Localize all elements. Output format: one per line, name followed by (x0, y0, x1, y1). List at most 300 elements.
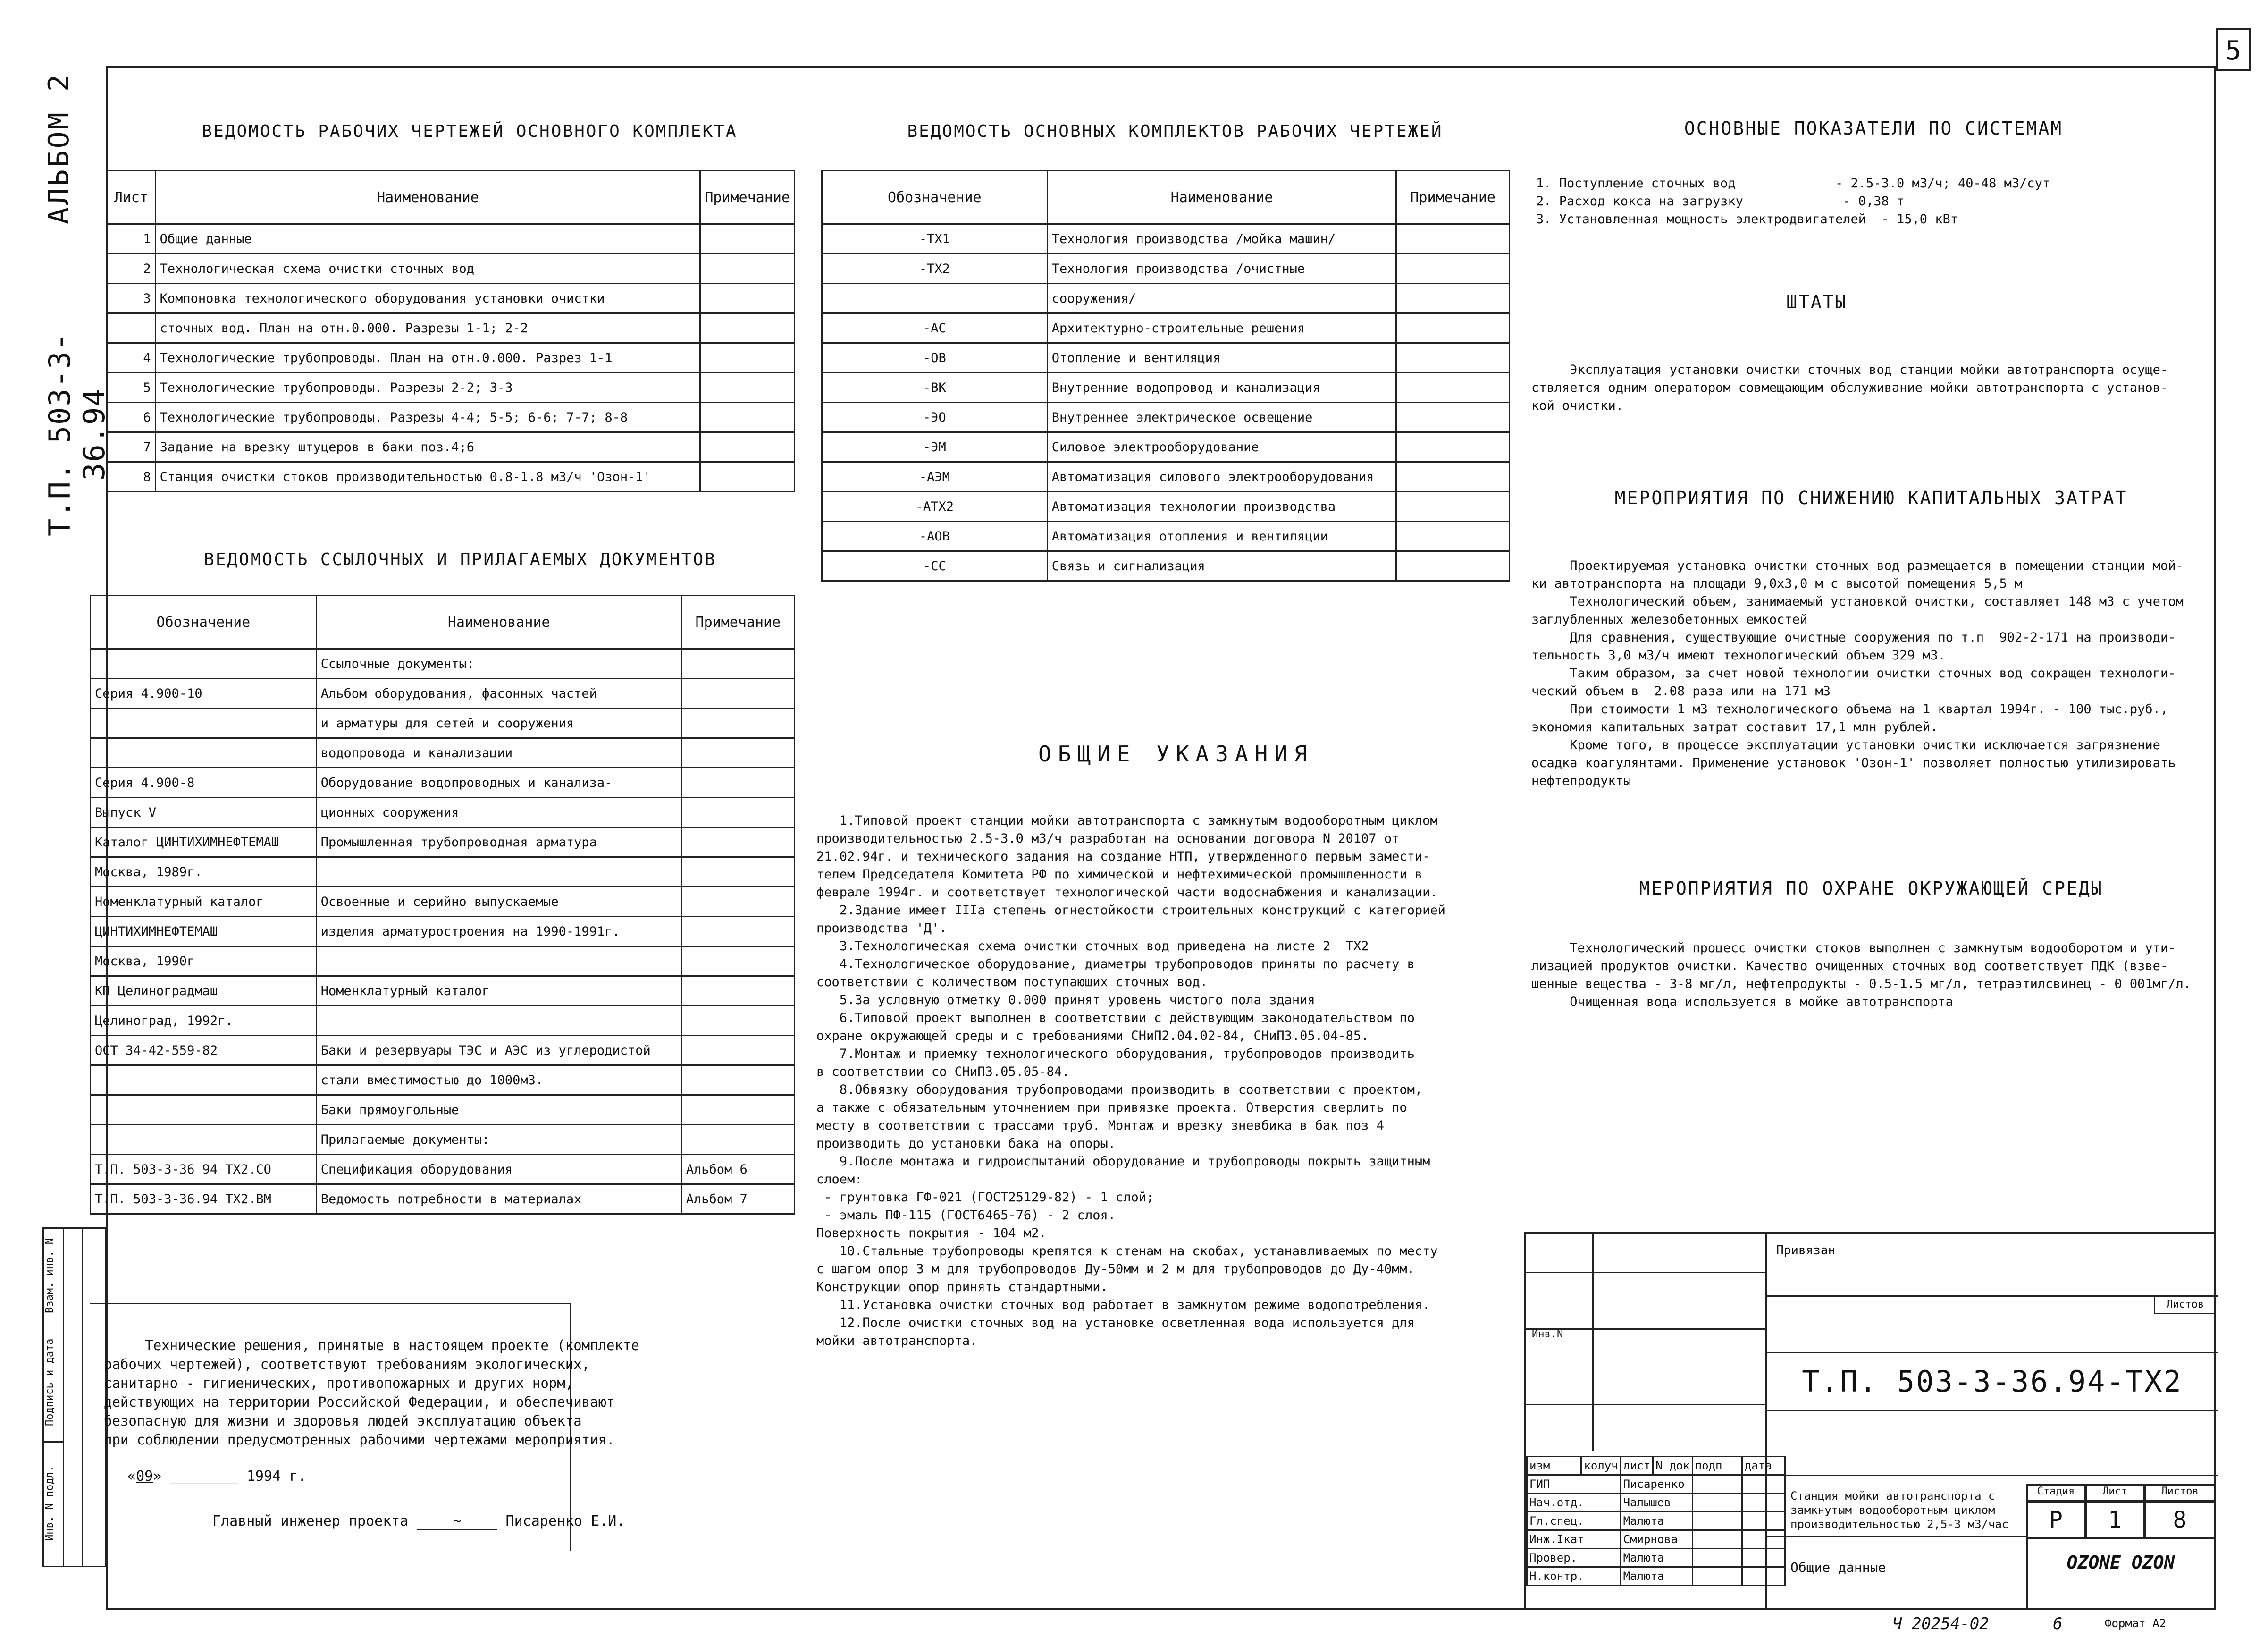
signature-row (1527, 1494, 1785, 1512)
instruction-line: 4.Технологическое оборудование, диаметры трубопроводов приняты по расчету в (816, 957, 1415, 971)
album-label: АЛЬБОМ 2 (42, 73, 76, 225)
table-row (91, 946, 795, 976)
side-label-inv-replace: Взам. инв. N (44, 1238, 56, 1314)
sheet-value: 1 (2085, 1501, 2144, 1539)
inv-label: Инв.N (1532, 1328, 1563, 1340)
header-name: Наименование (155, 171, 700, 224)
ref-code: ОСТ 34-42-559-82 (91, 1036, 317, 1065)
ref-code: Серия 4.900-8 (91, 768, 317, 798)
set-name: Отопление и вентиляция (1047, 343, 1396, 373)
set-name: Связь и сигнализация (1047, 551, 1396, 581)
instruction-line: производства 'Д'. (816, 921, 947, 936)
certification-line: безопасную для жизни и здоровья людей эксплуатацию объекта (104, 1413, 582, 1429)
header-code: Обозначение (822, 171, 1048, 224)
set-code: -ОВ (822, 343, 1048, 373)
ref-name (316, 946, 681, 976)
sheet-number: 1 (107, 224, 156, 254)
ref-note (681, 649, 794, 679)
capital-title: МЕРОПРИЯТИЯ ПО СНИЖЕНИЮ КАПИТАЛЬНЫХ ЗАТРАТ (1614, 488, 2128, 508)
set-note (1396, 432, 1510, 462)
ref-note (681, 768, 794, 798)
sheet-note (700, 462, 795, 492)
sheet-number: 6 (107, 403, 156, 432)
instruction-line: 9.После монтажа и гидроиспытаний оборудование и трубопроводы покрыть защитным (816, 1154, 1430, 1169)
indicator-line: 1. Поступление сточных вод - 2.5-3.0 м3/ч; 40-48 м3/сут (1536, 176, 2050, 191)
certification-line: при соблюдении предусмотренных рабочими чертежами мероприятия. (104, 1432, 615, 1448)
drawings-table (106, 170, 795, 492)
table-row (107, 284, 795, 313)
table-row (822, 343, 1510, 373)
staff-line: кой очистки. (1531, 398, 1624, 413)
signature-header-row (1527, 1457, 1785, 1475)
signature-role: Провер. (1527, 1549, 1621, 1567)
capital-line: тельность 3,0 м3/ч имеют технологический объем 329 м3. (1531, 648, 1946, 663)
signature-sign (1692, 1512, 1742, 1530)
signature-name: Чалышев (1621, 1494, 1692, 1512)
signature-role: Нач.отд. (1527, 1494, 1621, 1512)
instruction-line: 6.Типовой проект выполнен в соответствии с действующим законодательством по (816, 1011, 1415, 1025)
set-code: -ТХ1 (822, 224, 1048, 254)
table-row (91, 1036, 795, 1065)
description-line: производительностью 2,5-3 м3/час (1790, 1518, 2009, 1531)
table-row (91, 887, 795, 917)
ref-note (681, 827, 794, 857)
signature-row (1527, 1530, 1785, 1549)
set-name: Технология производства /мойка машин/ (1047, 224, 1396, 254)
instruction-line: - эмаль ПФ-115 (ГОСТ6465-76) - 2 слоя. (816, 1208, 1116, 1223)
ref-name: Освоенные и серийно выпускаемые (316, 887, 681, 917)
ref-code: Каталог ЦИНТИХИМНЕФТЕМАШ (91, 827, 317, 857)
sheet-note (700, 373, 795, 403)
staff-title: ШТАТЫ (1786, 292, 1848, 312)
set-name: Автоматизация силового электрооборудования (1047, 462, 1396, 492)
set-name: Автоматизация отопления и вентиляции (1047, 522, 1396, 551)
table-row (91, 1184, 795, 1214)
set-note (1396, 403, 1510, 432)
table-row (822, 462, 1510, 492)
instruction-line: 2.Здание имеет IIIа степень огнестойкости строительных конструкций с категорией (816, 903, 1445, 918)
sheet-number (107, 313, 156, 343)
signature-role: Гл.спец. (1527, 1512, 1621, 1530)
instruction-line: мойки автотранспорта. (816, 1334, 978, 1348)
sheet-note (700, 343, 795, 373)
date-year: 1994 (246, 1468, 281, 1485)
signature-date (1742, 1530, 1785, 1549)
staff-line: Эксплуатация установки очистки сточных вод станции мойки автотранспорта осуще- (1531, 363, 2168, 377)
set-name: Внутреннее электрическое освещение (1047, 403, 1396, 432)
table-row (822, 522, 1510, 551)
ref-note (681, 946, 794, 976)
signature-name: Малюта (1621, 1512, 1692, 1530)
ref-code (91, 738, 317, 768)
chief-signature: ~ (417, 1513, 497, 1530)
sheets-value: 8 (2144, 1501, 2215, 1539)
signature-name: Малюта (1621, 1567, 1692, 1586)
ref-code: Серия 4.900-10 (91, 679, 317, 709)
signature-row (1527, 1475, 1785, 1494)
sheet-title: Общие данные (1790, 1560, 1886, 1575)
table-row (107, 343, 795, 373)
description-line: замкнутым водооборотным циклом (1790, 1503, 1995, 1517)
certification-line: санитарно - гигиенических, противопожарных и других норм, (104, 1375, 574, 1391)
ref-name: ционных сооружения (316, 798, 681, 827)
sheet-label: Лист (2085, 1484, 2144, 1501)
table-row (91, 798, 795, 827)
side-label-inv-orig: Инв. N подл. (44, 1441, 63, 1567)
copy-number: 6 (2053, 1614, 2063, 1633)
table-row (107, 254, 795, 284)
signature-header-cell: колуч (1581, 1457, 1621, 1475)
table-row (107, 224, 795, 254)
ref-note (681, 798, 794, 827)
instruction-line: - грунтовка ГФ-021 (ГОСТ25129-82) - 1 слой; (816, 1190, 1154, 1205)
sheet-name: Общие данные (155, 224, 700, 254)
set-code: -АС (822, 313, 1048, 343)
table-row (91, 1125, 795, 1155)
ref-note (681, 1036, 794, 1065)
set-note (1396, 254, 1510, 284)
sheet-number: 7 (107, 432, 156, 462)
ref-name: Альбом оборудования, фасонных частей (316, 679, 681, 709)
instruction-line: производительностью 2.5-3.0 м3/ч разработан на основании договора N 20107 от (816, 831, 1400, 846)
sheet-number: 8 (107, 462, 156, 492)
indicators-title: ОСНОВНЫЕ ПОКАЗАТЕЛИ ПО СИСТЕМАМ (1684, 118, 2063, 139)
sheets-label: Листов (2144, 1484, 2215, 1501)
certification-line: рабочих чертежей), соответствуют требованиям экологических, (104, 1356, 590, 1372)
instruction-line: феврале 1994г. и соответствует технологической части водоснабжения и канализации. (816, 885, 1438, 900)
set-note (1396, 462, 1510, 492)
signature-row (1527, 1567, 1785, 1586)
set-code: -ЭО (822, 403, 1048, 432)
environment-line: шенные вещества - 3-8 мг/л, нефтепродукты - 0.5-1.5 мг/л, тетраэтилсвинец - 0 001мг/л. (1531, 977, 2191, 991)
ref-code: Москва, 1990г (91, 946, 317, 976)
indicators-list (1536, 175, 2197, 228)
sheet-number: 5 (107, 373, 156, 403)
table-row (822, 313, 1510, 343)
set-name: Внутренние водопровод и канализация (1047, 373, 1396, 403)
instruction-line: 11.Установка очистки сточных вод работает в замкнутом режиме водопотребления. (816, 1298, 1430, 1312)
ref-note (681, 917, 794, 946)
indicator-line: 3. Установленная мощность электродвигателей - 15,0 кВт (1536, 212, 1958, 227)
capital-line: ки автотранспорта на площади 9,0х3,0 м с высотой помещения 5,5 м (1531, 576, 2023, 591)
ref-name: изделия арматуростроения на 1990-1991г. (316, 917, 681, 946)
sheet-name: Технологическая схема очистки сточных вод (155, 254, 700, 284)
signature-sign (1692, 1567, 1742, 1586)
ref-code: Москва, 1989г. (91, 857, 317, 887)
ref-name: Оборудование водопроводных и канализа- (316, 768, 681, 798)
ref-name: Номенклатурный каталог (316, 976, 681, 1006)
ref-note (681, 1065, 794, 1095)
capital-line: заглубленных железобетонных емкостей (1531, 612, 1808, 627)
sheet-name: Станция очистки стоков производительностью 0.8-1.8 м3/ч 'Озон-1' (155, 462, 700, 492)
header-note: Примечание (681, 596, 794, 649)
ref-code: Выпуск V (91, 798, 317, 827)
signature-header-cell: подп (1692, 1457, 1742, 1475)
table-row (107, 432, 795, 462)
ref-name: Прилагаемые документы: (316, 1125, 681, 1155)
table-row (107, 373, 795, 403)
capital-line: Кроме того, в процессе эксплуатации установки очистки исключается загрязнение (1531, 738, 2160, 752)
capital-line: Проектируемая установка очистки сточных вод размещается в помещении станции мой- (1531, 558, 2184, 573)
ref-code: Номенклатурный каталог (91, 887, 317, 917)
instruction-line: слоем: (816, 1172, 863, 1187)
ref-code (91, 1125, 317, 1155)
signature-sign (1692, 1494, 1742, 1512)
chief-name: Писаренко Е.И. (505, 1513, 625, 1529)
chief-signature-line (212, 1513, 625, 1530)
sheet-name: сточных вод. План на отн.0.000. Разрезы 1-1; 2-2 (155, 313, 700, 343)
table-row (822, 403, 1510, 432)
description-line: Станция мойки автотранспорта с (1790, 1489, 1995, 1503)
header-name: Наименование (316, 596, 681, 649)
set-code: -АОВ (822, 522, 1048, 551)
set-code: -АЭМ (822, 462, 1048, 492)
sheet-number: 3 (107, 284, 156, 313)
instruction-line: месту в соответствии с трассами труб. Монтаж и врезку зневбика в бак поз 4 (816, 1118, 1384, 1133)
table-row (822, 254, 1510, 284)
ref-code: Целиноград, 1992г. (91, 1006, 317, 1036)
instruction-line: Конструкции опор принять стандартными. (816, 1280, 1108, 1294)
format-label: Формат А2 (2105, 1617, 2167, 1630)
capital-line: Для сравнения, существующие очистные сооружения по т.п 902-2-171 на производи- (1531, 630, 2176, 645)
ref-code (91, 649, 317, 679)
set-note (1396, 522, 1510, 551)
instruction-line: 5.За условную отметку 0.000 принят уровень чистого пола здания (816, 993, 1315, 1007)
stage-value: Р (2026, 1501, 2085, 1539)
staff-text (1531, 361, 2206, 415)
header-name: Наименование (1047, 171, 1396, 224)
ref-name (316, 1006, 681, 1036)
header-sheet: Лист (107, 171, 156, 224)
signature-sign (1692, 1475, 1742, 1494)
ref-name: Баки прямоугольные (316, 1095, 681, 1125)
capital-line: осадка коагулянтами. Применение установок 'Озон-1' позволяет полностью утилизировать (1531, 756, 2176, 770)
ref-note (681, 1095, 794, 1125)
ref-note (681, 857, 794, 887)
signature-date (1742, 1475, 1785, 1494)
instruction-line: 3.Технологическая схема очистки сточных вод приведена на листе 2 ТХ2 (816, 939, 1369, 954)
instruction-line: 12.После очистки сточных вод на установке осветленная вода используется для (816, 1316, 1415, 1330)
sheet-note (700, 403, 795, 432)
signature-table (1526, 1456, 1786, 1586)
refs-table (90, 595, 795, 1215)
instruction-line: 21.02.94г. и технического задания на создание НТП, утвержденного первым замести- (816, 849, 1430, 864)
set-name: сооружения/ (1047, 284, 1396, 313)
set-note (1396, 224, 1510, 254)
table-row (822, 551, 1510, 581)
ref-name: и арматуры для сетей и сооружения (316, 709, 681, 738)
table-row (91, 1006, 795, 1036)
certification-date: «09» ________ 1994 г. (127, 1468, 307, 1485)
stamp-description (1790, 1489, 2026, 1531)
signature-row (1527, 1512, 1785, 1530)
privyazan-label: Привязан (1776, 1243, 1836, 1258)
date-day: 09 (136, 1468, 153, 1485)
instruction-line: Поверхность покрытия - 104 м2. (816, 1226, 1047, 1241)
signature-role: ГИП (1527, 1475, 1621, 1494)
ref-code: КП Целиноградмаш (91, 976, 317, 1006)
chief-label: Главный инженер проекта (212, 1513, 409, 1529)
environment-title: МЕРОПРИЯТИЯ ПО ОХРАНЕ ОКРУЖАЮЩЕЙ СРЕДЫ (1639, 878, 2103, 899)
project-number-vertical: Т.П. 503-3-36.94 (42, 332, 111, 537)
set-name: Архитектурно-строительные решения (1047, 313, 1396, 343)
ref-name (316, 857, 681, 887)
signature-date (1742, 1494, 1785, 1512)
instruction-line: а также с обязательным уточнением при привязке проекта. Отверстия сверлить по (816, 1100, 1407, 1115)
instruction-line: 10.Стальные трубопроводы крепятся к стенам на скобах, устанавливаемых по месту (816, 1244, 1438, 1258)
stamp-code: Т.П. 503-3-36.94-ТХ2 (1802, 1364, 2183, 1399)
environment-line: Технологический процесс очистки стоков выполнен с замкнутым водооборотом и ути- (1531, 941, 2176, 955)
general-title: ОБЩИЕ УКАЗАНИЯ (1038, 741, 1314, 767)
set-name: Силовое электрооборудование (1047, 432, 1396, 462)
table-row (91, 976, 795, 1006)
signature-role: Инж.Iкат (1527, 1530, 1621, 1549)
ref-name: Спецификация оборудования (316, 1155, 681, 1184)
instruction-line: телем Председателя Комитета РФ по химической и нефтехимической промышленности в (816, 867, 1423, 882)
org-logo: OZONE OZON (2066, 1552, 2175, 1573)
ref-code (91, 1065, 317, 1095)
ref-code: Т.П. 503-3-36.94 ТХ2.ВМ (91, 1184, 317, 1214)
header-note: Примечание (1396, 171, 1510, 224)
ref-note (681, 1125, 794, 1155)
sheet-note (700, 313, 795, 343)
staff-line: ствляется одним оператором совмещающим обслуживание мойки автотранспорта с установ- (1531, 380, 2168, 395)
ref-note (681, 709, 794, 738)
table-row (91, 827, 795, 857)
date-suffix: г. (289, 1468, 307, 1485)
table-row (91, 1155, 795, 1184)
ref-note (681, 679, 794, 709)
instruction-line: производить до установки бака на опоры. (816, 1136, 1116, 1151)
signature-date (1742, 1512, 1785, 1530)
header-code: Обозначение (91, 596, 317, 649)
certification-text (104, 1336, 639, 1449)
table-row (107, 313, 795, 343)
table-row (822, 492, 1510, 522)
signature-header-cell: N док (1653, 1457, 1692, 1475)
signature-role: Н.контр. (1527, 1567, 1621, 1586)
ref-name: Баки и резервуары ТЭС и АЭС из углеродистой (316, 1036, 681, 1065)
sheet-note (700, 284, 795, 313)
sheet-note (700, 432, 795, 462)
capital-line: При стоимости 1 м3 технологического объема на 1 квартал 1994г. - 100 тыс.руб., (1531, 702, 2168, 717)
instruction-line: 7.Монтаж и приемку технологического оборудования, трубопроводов производить (816, 1047, 1415, 1061)
sets-title: ВЕДОМОСТЬ ОСНОВНЫХ КОМПЛЕКТОВ РАБОЧИХ ЧЕРТЕЖЕЙ (907, 122, 1443, 141)
instruction-line: соответствии с количеством поступающих сточных вод. (816, 975, 1208, 989)
capital-line: экономия капитальных затрат составит 17,1 млн рублей. (1531, 720, 1938, 735)
set-note (1396, 313, 1510, 343)
instruction-line: 1.Типовой проект станции мойки автотранспорта с замкнутым водооборотным циклом (816, 813, 1438, 828)
ref-name: Ссылочные документы: (316, 649, 681, 679)
signature-header-cell: дата (1742, 1457, 1785, 1475)
set-code (822, 284, 1048, 313)
set-note (1396, 551, 1510, 581)
table-row (107, 403, 795, 432)
page-number: 5 (2216, 28, 2251, 71)
ref-code: Т.П. 503-3-36 94 ТХ2.СО (91, 1155, 317, 1184)
header-note: Примечание (700, 171, 795, 224)
table-row (822, 432, 1510, 462)
table-row (91, 738, 795, 768)
set-note (1396, 492, 1510, 522)
drawings-title: ВЕДОМОСТЬ РАБОЧИХ ЧЕРТЕЖЕЙ ОСНОВНОГО КОМПЛЕКТА (202, 122, 738, 141)
set-code: -ВК (822, 373, 1048, 403)
signature-name: Смирнова (1621, 1530, 1692, 1549)
set-code: -ЭМ (822, 432, 1048, 462)
set-name: Технология производства /очистные (1047, 254, 1396, 284)
table-row (91, 768, 795, 798)
sheet-note (700, 254, 795, 284)
ref-note (681, 738, 794, 768)
sheet-number: 2 (107, 254, 156, 284)
set-code: -СС (822, 551, 1048, 581)
sheet-name: Технологические трубопроводы. План на отн.0.000. Разрез 1-1 (155, 343, 700, 373)
table-row (822, 284, 1510, 313)
ref-code (91, 709, 317, 738)
listov-label: Листов (2154, 1295, 2215, 1314)
ref-note: Альбом 7 (681, 1184, 794, 1214)
ref-name: водопровода и канализации (316, 738, 681, 768)
set-name: Автоматизация технологии производства (1047, 492, 1396, 522)
table-row (822, 373, 1510, 403)
side-label-sign-date: Подпись и дата (44, 1323, 63, 1443)
table-row (91, 1065, 795, 1095)
signature-date (1742, 1567, 1785, 1586)
table-row (91, 649, 795, 679)
signature-name: Писаренко (1621, 1475, 1692, 1494)
table-row (107, 462, 795, 492)
capital-line: Таким образом, за счет новой технологии очистки сточных вод сокращен технологи- (1531, 666, 2176, 681)
capital-line: нефтепродукты (1531, 774, 1631, 788)
ref-code: ЦИНТИХИМНЕФТЕМАШ (91, 917, 317, 946)
signature-sign (1692, 1549, 1742, 1567)
general-instructions (816, 812, 1515, 1350)
signature-name: Малюта (1621, 1549, 1692, 1567)
refs-title: ВЕДОМОСТЬ ССЫЛОЧНЫХ И ПРИЛАГАЕМЫХ ДОКУМЕНТОВ (204, 550, 716, 569)
set-note (1396, 373, 1510, 403)
table-row (91, 709, 795, 738)
environment-text (1531, 939, 2206, 1011)
instruction-line: в соответствии со СНиП3.05.05-84. (816, 1064, 1070, 1079)
ref-name: Промышленная трубопроводная арматура (316, 827, 681, 857)
sheet-name: Задание на врезку штуцеров в баки поз.4;6 (155, 432, 700, 462)
set-note (1396, 343, 1510, 373)
set-code: -АТХ2 (822, 492, 1048, 522)
sets-table (821, 170, 1510, 582)
signature-header-cell: лист (1621, 1457, 1653, 1475)
sheet-note (700, 224, 795, 254)
sheet-name: Технологические трубопроводы. Разрезы 2-2; 3-3 (155, 373, 700, 403)
set-note (1396, 284, 1510, 313)
ref-code (91, 1095, 317, 1125)
certification-line: Технические решения, принятые в настоящем проекте (комплекте (104, 1337, 639, 1353)
ref-note (681, 887, 794, 917)
set-code: -ТХ2 (822, 254, 1048, 284)
stage-label: Стадия (2026, 1484, 2085, 1501)
ref-name: стали вместимостью до 1000м3. (316, 1065, 681, 1095)
capital-line: Технологический объем, занимаемый установкой очистки, составляет 148 м3 с учетом (1531, 594, 2184, 609)
title-block (1524, 1232, 2216, 1610)
table-row (91, 1095, 795, 1125)
inventory-number: Ч 20254-02 (1892, 1614, 1989, 1633)
table-row (91, 917, 795, 946)
signature-header-cell: изм (1527, 1457, 1581, 1475)
stage-block (2026, 1484, 2215, 1593)
signature-sign (1692, 1530, 1742, 1549)
ref-name: Ведомость потребности в материалах (316, 1184, 681, 1214)
sheet-name: Компоновка технологического оборудования установки очистки (155, 284, 700, 313)
table-row (91, 679, 795, 709)
